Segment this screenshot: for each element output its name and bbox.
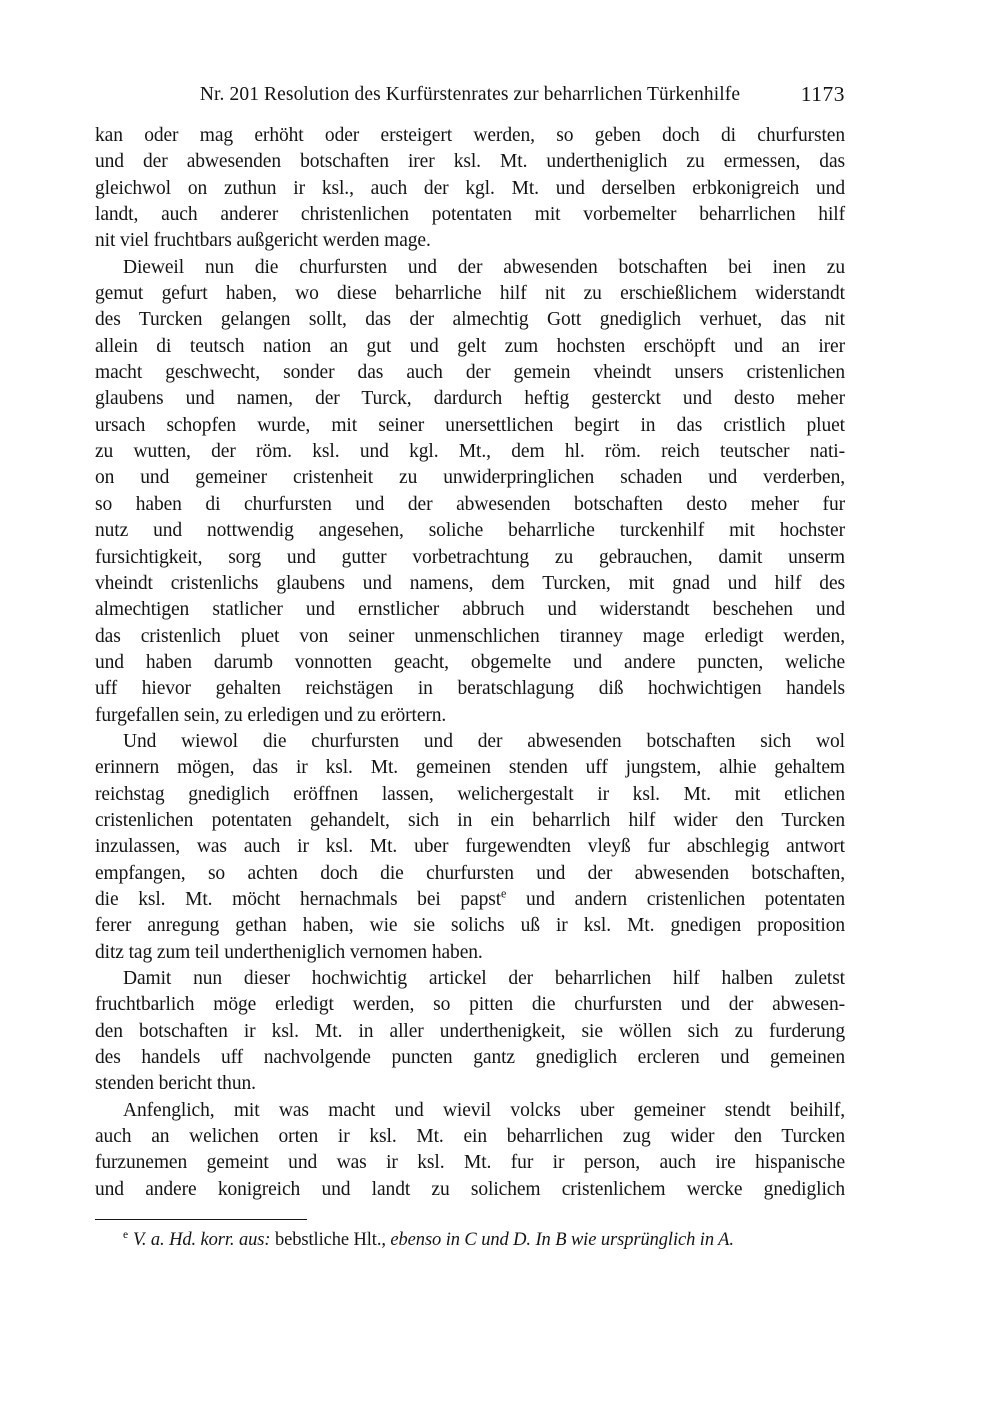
text-line: cristenlichen potentaten gehandelt, sich in ein beharrlich hilf wider den Turcken [95, 809, 845, 831]
text-body [95, 123, 845, 1253]
text-line: glaubens und namen, der Turck, dardurch heftig gesterckt und desto meher [95, 388, 845, 410]
page-number: 1173 [800, 82, 845, 106]
text-line: und andere konigreich und landt zu solichem cristenlichem wercke gnediglich [95, 1178, 845, 1200]
text-line: ferer anregung gethan haben, wie sie solichs uß ir ksl. Mt. gnedigen proposition [95, 915, 845, 937]
text-line: fruchtbarlich möge erledigt werden, so pitten die churfursten und der abwesen- [95, 994, 845, 1016]
text-line: zu wutten, der röm. ksl. und kgl. Mt., dem hl. röm. reich teutscher nati- [95, 441, 845, 463]
text-line: on und gemeiner cristenheit zu unwiderpringlichen schaden und verderben, [95, 467, 845, 489]
text-line: des handels uff nachvolgende puncten gantz gnediglich ercleren und gemeinen [95, 1047, 845, 1069]
running-head-title: Nr. 201 Resolution des Kurfürstenrates zur beharrlichen Türkenhilfe [199, 84, 741, 105]
text-line: macht geschwecht, sonder das auch der gemein vheindt unsers cristenlichen [95, 362, 845, 384]
footnote-reference-marker: e [501, 886, 507, 901]
text-line: erinnern mögen, das ir ksl. Mt. gemeinen stenden uff jungstem, alhie gehaltem [95, 757, 845, 779]
text-line: nit viel fruchtbars außgericht werden mage. [95, 230, 431, 252]
paragraph [95, 123, 845, 255]
footnote [95, 1228, 845, 1253]
text-line: Und wiewol die churfursten und der abwesenden botschaften sich wol [123, 730, 845, 752]
text-line: den botschaften ir ksl. Mt. in aller underthenigkeit, sie wöllen sich zu furderung [95, 1020, 845, 1042]
paragraph [95, 966, 845, 1098]
text-line: ditz tag zum teil undertheniglich vernomen haben. [95, 941, 483, 963]
text-line: kan oder mag erhöht oder ersteigert werden, so geben doch di churfursten [95, 125, 845, 146]
text-line: landt, auch anderer christenlichen potentaten mit vorbemelter beharrlichen hilf [95, 204, 845, 226]
paragraph [95, 729, 845, 966]
text-line: vheindt cristenlichs glaubens und namens, dem Turcken, mit gnad und hilf des [95, 572, 845, 594]
text-line: Damit nun dieser hochwichtig artickel der beharrlichen hilf halben zuletst [123, 968, 845, 989]
text-line: fursichtigkeit, sorg und gutter vorbetrachtung zu gebrauchen, damit unserm [95, 546, 845, 568]
text-line: auch an welichen orten ir ksl. Mt. ein beharrlichen zug wider den Turcken [95, 1126, 845, 1148]
text-line: allein di teutsch nation an gut und gelt zum hochsten erschöpft und an irer [95, 335, 845, 357]
text-line: reichstag gnediglich eröffnen lassen, welichergestalt ir ksl. Mt. mit etlichen [95, 783, 845, 805]
text-line: so haben di churfursten und der abwesenden botschaften desto meher fur [95, 493, 845, 515]
text-line: empfangen, so achten doch die churfursten und der abwesenden botschaften, [95, 862, 845, 884]
text-line: Dieweil nun die churfursten und der abwesenden botschaften bei inen zu [123, 256, 845, 278]
text-line: und der abwesenden botschaften irer ksl. Mt. undertheniglich zu ermessen, das [95, 151, 845, 173]
footnote-segment: bebstliche Hlt., [270, 1230, 391, 1251]
text-line: uff hievor gehalten reichstägen in beratschlagung diß hochwichtigen handels [95, 678, 845, 700]
paragraph [95, 255, 845, 729]
text-line: Anfenglich, mit was macht und wievil volcks uber gemeiner stendt beihilf, [123, 1099, 845, 1121]
text-line: das cristenlich pluet von seiner unmenschlichen tiranney mage erledigt werden, [95, 625, 845, 647]
text-line: ursach schopfen wurde, mit seiner unersettlichen begirt in das cristlich pluet [95, 414, 845, 436]
footnote-separator-rule [95, 1219, 307, 1220]
paragraph [95, 1098, 845, 1203]
footnote-block [95, 1219, 845, 1253]
footnote-marker: e [123, 1228, 128, 1241]
text-line: inzulassen, was auch ir ksl. Mt. uber furgewendten vleyß fur abschlegig antwort [95, 836, 845, 858]
text-line: des Turcken gelangen sollt, das der almechtig Gott gnediglich verhuet, das nit [95, 309, 845, 331]
text-line: furzunemen gemeint und was ir ksl. Mt. fur ir person, auch ire hispanische [95, 1152, 845, 1174]
text-line: stenden bericht thun. [95, 1073, 256, 1095]
text-line: und haben darumb vonnotten geacht, obgemelte und andere puncten, weliche [95, 651, 845, 673]
text-line: almechtigen statlicher und ernstlicher abbruch und widerstandt beschehen und [95, 599, 845, 621]
text-line: nutz und nottwendig angesehen, soliche beharrliche turckenhilf mit hochster [95, 520, 845, 542]
text-line: gemut gefurt haben, wo diese beharrliche hilf nit zu erschießlichem widerstandt [95, 283, 845, 305]
running-head [95, 84, 845, 108]
text-line: gleichwol on zuthun ir ksl., auch der kgl. Mt. und derselben erbkonigreich und [95, 177, 845, 199]
text-line: furgefallen sein, zu erledigen und zu erörtern. [95, 704, 447, 726]
text-line: die ksl. Mt. möcht hernachmals bei papst$^e$ und andern cristenlichen potentaten [95, 886, 845, 910]
footnote-segment: V. a. Hd. korr. aus: [133, 1230, 271, 1251]
footnote-segment: ebenso in C und D. In B wie ursprünglich in A. [390, 1230, 734, 1251]
